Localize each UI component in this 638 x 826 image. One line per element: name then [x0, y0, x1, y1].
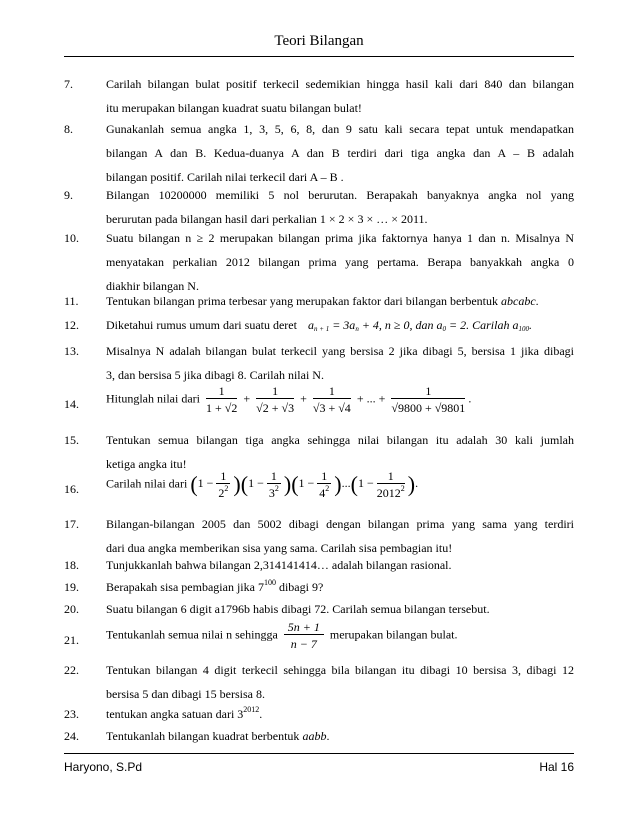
problem-text: bilangan positif. Carilah nilai terkecil dari A – B . [106, 170, 344, 184]
problem-text: tentukan angka satuan dari $3^{2012}$. [106, 705, 263, 721]
plus-sign: + [243, 391, 251, 406]
problem-20 [64, 597, 574, 621]
problem-number: 24. [64, 729, 79, 743]
fraction: $\frac{1}{√3 + √4}$ [312, 384, 351, 415]
problem-24 [64, 724, 574, 748]
problem-text: Hitunglah nilai dari [106, 391, 200, 406]
period: . [468, 391, 472, 406]
problem-text: Diketahui rumus umum dari suatu deret [106, 318, 297, 332]
plus-sign: + [300, 391, 307, 406]
problem-7 [64, 72, 574, 120]
problem-number: 16. [64, 482, 79, 496]
problem-text: menyatakan perkalian 2012 bilangan prima yang pertama. Berapa banyakkah angka 0 [106, 255, 574, 269]
problem-text: bilangan A dan B. Kedua-duanya A dan B terdiri dari tiga angka dan A – B adalah [106, 146, 574, 160]
problem-text: Bilangan-bilangan 2005 dan 5002 dibagi dengan bilangan prima yang sama yang terdiri [106, 517, 574, 531]
problem-text: Tentukan semua bilangan tiga angka sehingga nilai bilangan itu adalah 30 kali jumlah [106, 433, 574, 447]
problem-8 [64, 117, 574, 189]
problem-text: bersisa 5 dan dibagi 15 bersisa 8. [106, 687, 265, 701]
page-header-title: Teori Bilangan [274, 33, 364, 49]
problem-text: ketiga angka itu! [106, 457, 187, 471]
problem-9 [64, 183, 574, 231]
problem-text: Tentukan bilangan prima terbesar yang merupakan faktor dari bilangan berbentuk [106, 294, 499, 308]
problem-11 [64, 289, 574, 313]
problem-number: 10. [64, 231, 79, 245]
fraction: $\frac{1}{1 + √2}$ [205, 384, 238, 415]
problem-text: 3, dan bersisa 5 jika dibagi 8. Carilah nilai N. [106, 368, 324, 382]
problem-12 [64, 313, 574, 337]
problem-number: 23. [64, 707, 79, 721]
problem-text: Carilah bilangan bulat positif terkecil sedemikian hingga hasil kali dari 840 dan bilangan [106, 77, 574, 91]
problem-text: Tentukanlah bilangan kuadrat berbentuk aabb. [106, 729, 330, 743]
product-expression: (1 − $\frac{1}{2^2}$ )(1 − $\frac{1}{3^2}$ )(1 − $\frac{1}{4^2}$ )...(1 − $\frac{1}{2012^2}$ ). [190, 469, 419, 500]
problem-text: berurutan pada bilangan hasil dari perkalian 1 × 2 × 3 × … × 2011. [106, 212, 428, 226]
problem-number: 22. [64, 663, 79, 677]
problem-13 [64, 339, 574, 387]
period: . [535, 294, 539, 308]
problem-number: 9. [64, 188, 73, 202]
problem-text: Suatu bilangan n ≥ 2 merupakan bilangan prima jika faktornya hanya 1 dan n. Misalnya N [106, 231, 574, 245]
problem-text: Suatu bilangan 6 digit a1796b habis dibagi 72. Carilah semua bilangan tersebut. [106, 602, 490, 616]
footer-page-number: Hal 16 [539, 760, 574, 774]
problem-number: 17. [64, 517, 79, 531]
problem-23 [64, 702, 574, 726]
ellipsis: + ... + [356, 391, 386, 406]
fraction: $\frac{1}{√9800 + √9801}$ [391, 384, 466, 415]
problem-number: 21. [64, 633, 79, 647]
problem-21 [64, 620, 574, 656]
math-expression: abcabc [501, 294, 536, 308]
problem-text: diakhir bilangan N. [106, 279, 199, 293]
footer-rule [64, 753, 574, 754]
problem-14 [64, 384, 574, 420]
problem-19 [64, 575, 574, 599]
problem-text: Tentukan bilangan 4 digit terkecil sehingga bila bilangan itu dibagi 10 bersisa 3, dibagi 12 [106, 663, 574, 677]
fraction: $\frac{1}{√2 + √3}$ [256, 384, 295, 415]
problem-18 [64, 553, 574, 577]
problem-number: 19. [64, 580, 79, 594]
footer-author: Haryono, S.Pd [64, 760, 143, 774]
problem-text: itu merupakan bilangan kuadrat suatu bilangan bulat! [106, 101, 362, 115]
header-rule [64, 56, 574, 57]
problem-number: 8. [64, 122, 73, 136]
problem-number: 13. [64, 344, 79, 358]
problem-number: 20. [64, 602, 79, 616]
recurrence-formula: $a_{n + 1} = 3a_n + 4$, n ≥ 0, dan $a_0 = 2$. Carilah $a_{100}$. [307, 318, 532, 333]
problem-text: Berapakah sisa pembagian jika $7^{100}$ dibagi 9? [106, 578, 324, 594]
problem-text: Tentukanlah semua nilai n sehingga [106, 627, 278, 642]
problem-number: 18. [64, 558, 79, 572]
problem-text: Misalnya N adalah bilangan bulat terkecil yang bersisa 2 jika dibagi 5, bersisa 1 jika dibagi [106, 344, 574, 358]
problem-number: 12. [64, 318, 79, 332]
problem-text: merupakan bilangan bulat. [329, 627, 458, 642]
problem-text: dari dua angka memberikan sisa yang sama. Carilah sisa pembagian itu! [106, 541, 453, 555]
problem-16 [64, 469, 574, 509]
problem-text: Carilah nilai dari [106, 476, 188, 491]
problem-number: 11. [64, 294, 79, 308]
problem-number: 7. [64, 77, 73, 91]
problem-text: Tunjukkanlah bahwa bilangan 2,314141414… adalah bilangan rasional. [106, 558, 452, 572]
problem-22 [64, 658, 574, 706]
problem-text: Bilangan 10200000 memiliki 5 nol berurutan. Berapakah banyaknya angka nol yang [106, 188, 574, 202]
problem-number: 14. [64, 397, 79, 411]
problem-10 [64, 226, 574, 298]
problem-text: Gunakanlah semua angka 1, 3, 5, 6, 8, dan 9 satu kali secara tepat untuk mendapatkan [106, 122, 574, 136]
problem-number: 15. [64, 433, 79, 447]
fraction: $\frac{5n + 1}{n - 7}$ [284, 620, 324, 651]
